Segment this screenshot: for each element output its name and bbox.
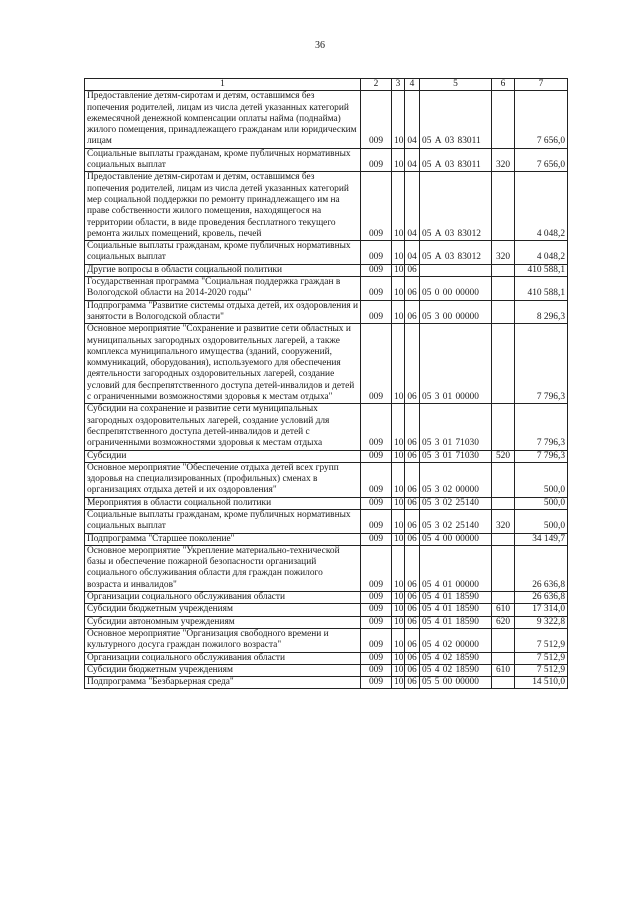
target-article-code: 05 3 02 00000 bbox=[420, 462, 492, 497]
table-header-row bbox=[85, 79, 568, 91]
row-name: Подпрограмма "Старшее поколение" bbox=[85, 533, 361, 545]
admin-code: 009 bbox=[361, 604, 392, 616]
table-row bbox=[85, 497, 568, 509]
expense-type-code bbox=[492, 404, 515, 450]
admin-code: 009 bbox=[361, 264, 392, 276]
row-name: Подпрограмма "Развитие системы отдыха детей, их оздоровления и занятости в Вологодской области" bbox=[85, 300, 361, 324]
target-article-code: 05 А 03 83011 bbox=[420, 91, 492, 148]
expense-type-code bbox=[492, 677, 515, 689]
table-row bbox=[85, 616, 568, 628]
table-row bbox=[85, 91, 568, 148]
row-name: Предоставление детям-сиротам и детям, оставшимся без попечения родителей, лицам из числа детей указанных категорий ежемесячной денежной компенсации оплаты найма (поднайма) жилого помещения, принадлежащего гражданам или юридическим лицам bbox=[85, 91, 361, 148]
section-code: 10 bbox=[392, 91, 405, 148]
expense-type-code: 520 bbox=[492, 450, 515, 462]
row-name: Организации социального обслуживания области bbox=[85, 592, 361, 604]
expense-type-code bbox=[492, 324, 515, 404]
section-code: 10 bbox=[392, 664, 405, 676]
amount: 410 588,1 bbox=[515, 277, 568, 301]
table-row bbox=[85, 300, 568, 324]
admin-code: 009 bbox=[361, 677, 392, 689]
subsection-code: 04 bbox=[405, 172, 420, 241]
section-code: 10 bbox=[392, 264, 405, 276]
subsection-code: 06 bbox=[405, 545, 420, 591]
table-row bbox=[85, 533, 568, 545]
target-article-code: 05 4 01 18590 bbox=[420, 604, 492, 616]
amount: 8 296,3 bbox=[515, 300, 568, 324]
table-row bbox=[85, 592, 568, 604]
admin-code: 009 bbox=[361, 91, 392, 148]
amount: 9 322,8 bbox=[515, 616, 568, 628]
subsection-code: 06 bbox=[405, 592, 420, 604]
section-code: 10 bbox=[392, 148, 405, 172]
table-row bbox=[85, 652, 568, 664]
subsection-code: 06 bbox=[405, 404, 420, 450]
row-name: Организации социального обслуживания области bbox=[85, 652, 361, 664]
column-header: 6 bbox=[492, 79, 515, 91]
section-code: 10 bbox=[392, 652, 405, 664]
row-name: Другие вопросы в области социальной политики bbox=[85, 264, 361, 276]
table-row bbox=[85, 628, 568, 652]
section-code: 10 bbox=[392, 497, 405, 509]
section-code: 10 bbox=[392, 172, 405, 241]
row-name: Субсидии автономным учреждениям bbox=[85, 616, 361, 628]
section-code: 10 bbox=[392, 533, 405, 545]
row-name: Социальные выплаты гражданам, кроме публичных нормативных социальных выплат bbox=[85, 509, 361, 533]
expense-type-code: 610 bbox=[492, 604, 515, 616]
target-article-code: 05 3 02 25140 bbox=[420, 497, 492, 509]
subsection-code: 06 bbox=[405, 533, 420, 545]
table-row bbox=[85, 450, 568, 462]
table-row bbox=[85, 264, 568, 276]
admin-code: 009 bbox=[361, 664, 392, 676]
expense-type-code: 320 bbox=[492, 509, 515, 533]
section-code: 10 bbox=[392, 300, 405, 324]
row-name: Социальные выплаты гражданам, кроме публичных нормативных социальных выплат bbox=[85, 241, 361, 265]
row-name: Подпрограмма "Безбарьерная среда" bbox=[85, 677, 361, 689]
section-code: 10 bbox=[392, 450, 405, 462]
expense-type-code bbox=[492, 91, 515, 148]
table-row bbox=[85, 509, 568, 533]
subsection-code: 04 bbox=[405, 148, 420, 172]
expense-type-code: 620 bbox=[492, 616, 515, 628]
target-article-code: 05 4 02 00000 bbox=[420, 628, 492, 652]
subsection-code: 06 bbox=[405, 664, 420, 676]
table-row bbox=[85, 241, 568, 265]
row-name: Основное мероприятие "Сохранение и развитие сети областных и муниципальных загородных оздоровительных лагерей, а также комплекса муниципального имущества (зданий, сооружений, коммуникаций, оборудования), используемого для обеспечения деятельности загородных оздоровительных лагерей, создание условий для беспрепятственного доступа детей-инвалидов и детей с ограниченными возможностями здоровья к местам отдыха" bbox=[85, 324, 361, 404]
expense-type-code: 320 bbox=[492, 148, 515, 172]
row-name: Основное мероприятие "Организация свободного времени и культурного досуга граждан пожилого возраста" bbox=[85, 628, 361, 652]
admin-code: 009 bbox=[361, 324, 392, 404]
table-row bbox=[85, 677, 568, 689]
subsection-code: 06 bbox=[405, 677, 420, 689]
target-article-code bbox=[420, 264, 492, 276]
table-row bbox=[85, 404, 568, 450]
target-article-code: 05 А 03 83012 bbox=[420, 172, 492, 241]
admin-code: 009 bbox=[361, 450, 392, 462]
row-name: Мероприятия в области социальной политики bbox=[85, 497, 361, 509]
table-row bbox=[85, 324, 568, 404]
admin-code: 009 bbox=[361, 241, 392, 265]
subsection-code: 06 bbox=[405, 462, 420, 497]
admin-code: 009 bbox=[361, 497, 392, 509]
column-header: 4 bbox=[405, 79, 420, 91]
admin-code: 009 bbox=[361, 277, 392, 301]
row-name: Субсидии бюджетным учреждениям bbox=[85, 604, 361, 616]
section-code: 10 bbox=[392, 604, 405, 616]
subsection-code: 06 bbox=[405, 604, 420, 616]
subsection-code: 06 bbox=[405, 497, 420, 509]
subsection-code: 06 bbox=[405, 300, 420, 324]
admin-code: 009 bbox=[361, 628, 392, 652]
expense-type-code bbox=[492, 462, 515, 497]
section-code: 10 bbox=[392, 545, 405, 591]
row-name: Субсидии на сохранение и развитие сети муниципальных загородных оздоровительных лагерей, создание условий для беспрепятственного доступа детей-инвалидов и детей с ограниченными возможностями здоровья к местам отдыха bbox=[85, 404, 361, 450]
amount: 26 636,8 bbox=[515, 592, 568, 604]
section-code: 10 bbox=[392, 404, 405, 450]
target-article-code: 05 3 02 25140 bbox=[420, 509, 492, 533]
section-code: 10 bbox=[392, 616, 405, 628]
section-code: 10 bbox=[392, 509, 405, 533]
target-article-code: 05 4 01 18590 bbox=[420, 616, 492, 628]
expense-type-code bbox=[492, 264, 515, 276]
row-name: Основное мероприятие "Обеспечение отдыха детей всех групп здоровья на специализированных (профильных) сменах в организациях отдыха детей и их оздоровления" bbox=[85, 462, 361, 497]
target-article-code: 05 5 00 00000 bbox=[420, 677, 492, 689]
admin-code: 009 bbox=[361, 545, 392, 591]
column-header: 7 bbox=[515, 79, 568, 91]
table-row bbox=[85, 277, 568, 301]
expense-type-code bbox=[492, 497, 515, 509]
subsection-code: 06 bbox=[405, 652, 420, 664]
table-row bbox=[85, 545, 568, 591]
amount: 26 636,8 bbox=[515, 545, 568, 591]
admin-code: 009 bbox=[361, 300, 392, 324]
expense-type-code bbox=[492, 652, 515, 664]
column-header: 1 bbox=[85, 79, 361, 91]
row-name: Социальные выплаты гражданам, кроме публичных нормативных социальных выплат bbox=[85, 148, 361, 172]
amount: 7 512,9 bbox=[515, 628, 568, 652]
expense-type-code bbox=[492, 277, 515, 301]
expense-type-code bbox=[492, 533, 515, 545]
expense-type-code bbox=[492, 300, 515, 324]
amount: 500,0 bbox=[515, 497, 568, 509]
target-article-code: 05 3 01 00000 bbox=[420, 324, 492, 404]
section-code: 10 bbox=[392, 628, 405, 652]
table-row bbox=[85, 172, 568, 241]
admin-code: 009 bbox=[361, 509, 392, 533]
subsection-code: 04 bbox=[405, 91, 420, 148]
admin-code: 009 bbox=[361, 616, 392, 628]
target-article-code: 05 4 01 18590 bbox=[420, 592, 492, 604]
table-row bbox=[85, 604, 568, 616]
section-code: 10 bbox=[392, 677, 405, 689]
row-name: Субсидии бюджетным учреждениям bbox=[85, 664, 361, 676]
admin-code: 009 bbox=[361, 533, 392, 545]
amount: 7 512,9 bbox=[515, 664, 568, 676]
expense-type-code: 610 bbox=[492, 664, 515, 676]
amount: 7 796,3 bbox=[515, 324, 568, 404]
column-header: 3 bbox=[392, 79, 405, 91]
amount: 7 796,3 bbox=[515, 404, 568, 450]
subsection-code: 06 bbox=[405, 324, 420, 404]
target-article-code: 05 4 02 18590 bbox=[420, 664, 492, 676]
page-number: 36 bbox=[315, 40, 325, 51]
amount: 7 512,9 bbox=[515, 652, 568, 664]
target-article-code: 05 4 01 00000 bbox=[420, 545, 492, 591]
target-article-code: 05 4 00 00000 bbox=[420, 533, 492, 545]
expense-type-code bbox=[492, 545, 515, 591]
amount: 4 048,2 bbox=[515, 172, 568, 241]
admin-code: 009 bbox=[361, 172, 392, 241]
column-header: 5 bbox=[420, 79, 492, 91]
target-article-code: 05 4 02 18590 bbox=[420, 652, 492, 664]
admin-code: 009 bbox=[361, 592, 392, 604]
expense-type-code bbox=[492, 592, 515, 604]
amount: 34 149,7 bbox=[515, 533, 568, 545]
subsection-code: 06 bbox=[405, 509, 420, 533]
admin-code: 009 bbox=[361, 148, 392, 172]
row-name: Предоставление детям-сиротам и детям, оставшимся без попечения родителей, лицам из числа детей указанных категорий мер социальной поддержки по ремонту принадлежащего им на праве собственности жилого помещения, находящегося на территории области, в виде проведения бесплатного текущего ремонта жилых помещений, кровель, печей bbox=[85, 172, 361, 241]
row-name: Основное мероприятие "Укрепление материально-технической базы и обеспечение пожарной безопасности организаций социального обслуживания области для граждан пожилого возраста и инвалидов" bbox=[85, 545, 361, 591]
admin-code: 009 bbox=[361, 462, 392, 497]
table-row bbox=[85, 148, 568, 172]
subsection-code: 06 bbox=[405, 264, 420, 276]
section-code: 10 bbox=[392, 277, 405, 301]
amount: 14 510,0 bbox=[515, 677, 568, 689]
target-article-code: 05 А 03 83012 bbox=[420, 241, 492, 265]
expense-type-code bbox=[492, 172, 515, 241]
subsection-code: 06 bbox=[405, 628, 420, 652]
subsection-code: 06 bbox=[405, 277, 420, 301]
amount: 7 656,0 bbox=[515, 148, 568, 172]
admin-code: 009 bbox=[361, 652, 392, 664]
budget-table bbox=[84, 78, 568, 689]
target-article-code: 05 0 00 00000 bbox=[420, 277, 492, 301]
subsection-code: 06 bbox=[405, 450, 420, 462]
section-code: 10 bbox=[392, 324, 405, 404]
section-code: 10 bbox=[392, 241, 405, 265]
target-article-code: 05 3 01 71030 bbox=[420, 404, 492, 450]
admin-code: 009 bbox=[361, 404, 392, 450]
amount: 500,0 bbox=[515, 462, 568, 497]
row-name: Субсидии bbox=[85, 450, 361, 462]
subsection-code: 04 bbox=[405, 241, 420, 265]
target-article-code: 05 3 00 00000 bbox=[420, 300, 492, 324]
table-row bbox=[85, 664, 568, 676]
expense-type-code bbox=[492, 628, 515, 652]
target-article-code: 05 А 03 83011 bbox=[420, 148, 492, 172]
column-header: 2 bbox=[361, 79, 392, 91]
subsection-code: 06 bbox=[405, 616, 420, 628]
amount: 4 048,2 bbox=[515, 241, 568, 265]
target-article-code: 05 3 01 71030 bbox=[420, 450, 492, 462]
amount: 17 314,0 bbox=[515, 604, 568, 616]
amount: 500,0 bbox=[515, 509, 568, 533]
section-code: 10 bbox=[392, 462, 405, 497]
amount: 410 588,1 bbox=[515, 264, 568, 276]
section-code: 10 bbox=[392, 592, 405, 604]
row-name: Государственная программа "Социальная поддержка граждан в Вологодской области на 2014-2020 годы" bbox=[85, 277, 361, 301]
amount: 7 656,0 bbox=[515, 91, 568, 148]
amount: 7 796,3 bbox=[515, 450, 568, 462]
table-row bbox=[85, 462, 568, 497]
expense-type-code: 320 bbox=[492, 241, 515, 265]
